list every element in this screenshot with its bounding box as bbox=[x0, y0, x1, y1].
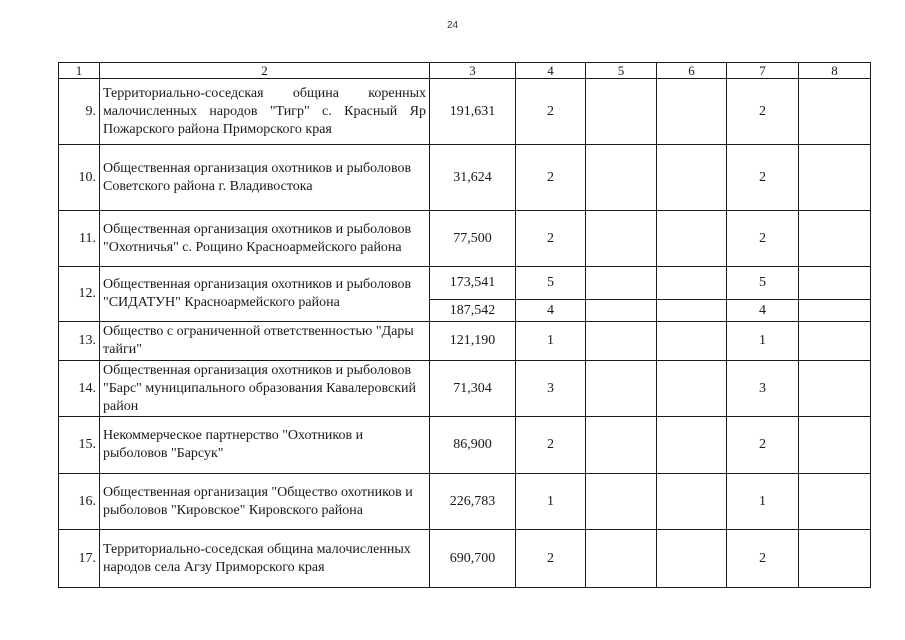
column-header: 3 bbox=[430, 63, 516, 79]
column-4-value: 5 bbox=[516, 267, 586, 300]
column-5-value bbox=[586, 530, 657, 588]
row-number: 13. bbox=[59, 322, 100, 361]
table-header-row bbox=[59, 63, 871, 79]
column-5-value bbox=[586, 417, 657, 474]
column-header: 8 bbox=[799, 63, 871, 79]
area-value: 187,542 bbox=[430, 300, 516, 322]
column-8-value bbox=[799, 300, 871, 322]
table-row bbox=[59, 267, 871, 300]
column-7-value: 1 bbox=[727, 322, 799, 361]
column-7-value: 2 bbox=[727, 530, 799, 588]
column-5-value bbox=[586, 300, 657, 322]
column-7-value: 4 bbox=[727, 300, 799, 322]
table-row bbox=[59, 211, 871, 267]
table-row bbox=[59, 417, 871, 474]
column-4-value: 2 bbox=[516, 530, 586, 588]
row-number: 12. bbox=[59, 267, 100, 322]
column-6-value bbox=[657, 361, 727, 417]
column-4-value: 2 bbox=[516, 211, 586, 267]
table-row bbox=[59, 79, 871, 145]
table-row bbox=[59, 474, 871, 530]
area-value: 86,900 bbox=[430, 417, 516, 474]
column-header: 1 bbox=[59, 63, 100, 79]
row-number: 14. bbox=[59, 361, 100, 417]
column-6-value bbox=[657, 417, 727, 474]
column-header: 2 bbox=[100, 63, 430, 79]
document-table bbox=[58, 62, 871, 588]
table-row bbox=[59, 145, 871, 211]
organization-name: Общественная организация охотников и рыболовов "Барс" муниципального образования Кавалеровский район bbox=[100, 361, 430, 417]
column-4-value: 4 bbox=[516, 300, 586, 322]
column-4-value: 1 bbox=[516, 322, 586, 361]
column-header: 4 bbox=[516, 63, 586, 79]
column-8-value bbox=[799, 417, 871, 474]
row-number: 15. bbox=[59, 417, 100, 474]
organization-name: Территориально-соседская община малочисленных народов села Агзу Приморского края bbox=[100, 530, 430, 588]
column-6-value bbox=[657, 530, 727, 588]
column-header: 7 bbox=[727, 63, 799, 79]
area-value: 77,500 bbox=[430, 211, 516, 267]
area-value: 191,631 bbox=[430, 79, 516, 145]
column-6-value bbox=[657, 145, 727, 211]
column-5-value bbox=[586, 211, 657, 267]
row-number: 11. bbox=[59, 211, 100, 267]
area-value: 31,624 bbox=[430, 145, 516, 211]
column-7-value: 2 bbox=[727, 417, 799, 474]
row-number: 10. bbox=[59, 145, 100, 211]
column-5-value bbox=[586, 322, 657, 361]
table-row bbox=[59, 530, 871, 588]
row-number: 9. bbox=[59, 79, 100, 145]
column-8-value bbox=[799, 145, 871, 211]
area-value: 71,304 bbox=[430, 361, 516, 417]
organization-name: Общественная организация "Общество охотников и рыболовов "Кировское" Кировского района bbox=[100, 474, 430, 530]
column-6-value bbox=[657, 300, 727, 322]
column-4-value: 2 bbox=[516, 79, 586, 145]
column-5-value bbox=[586, 79, 657, 145]
organization-name: Территориально-соседская община коренных малочисленных народов "Тигр" с. Красный Яр Пожарского района Приморского края bbox=[100, 79, 430, 145]
column-6-value bbox=[657, 474, 727, 530]
column-6-value bbox=[657, 79, 727, 145]
column-5-value bbox=[586, 267, 657, 300]
organization-name: Общественная организация охотников и рыболовов "СИДАТУН" Красноармейского района bbox=[100, 267, 430, 322]
area-value: 690,700 bbox=[430, 530, 516, 588]
column-4-value: 2 bbox=[516, 417, 586, 474]
organization-name: Общественная организация охотников и рыболовов Советского района г. Владивостока bbox=[100, 145, 430, 211]
table-row bbox=[59, 361, 871, 417]
row-number: 16. bbox=[59, 474, 100, 530]
table-row bbox=[59, 322, 871, 361]
column-6-value bbox=[657, 267, 727, 300]
column-7-value: 5 bbox=[727, 267, 799, 300]
column-5-value bbox=[586, 361, 657, 417]
column-7-value: 1 bbox=[727, 474, 799, 530]
column-7-value: 2 bbox=[727, 79, 799, 145]
column-8-value bbox=[799, 267, 871, 300]
column-header: 5 bbox=[586, 63, 657, 79]
area-value: 226,783 bbox=[430, 474, 516, 530]
column-8-value bbox=[799, 361, 871, 417]
column-8-value bbox=[799, 474, 871, 530]
area-value: 121,190 bbox=[430, 322, 516, 361]
column-7-value: 3 bbox=[727, 361, 799, 417]
column-5-value bbox=[586, 145, 657, 211]
column-6-value bbox=[657, 211, 727, 267]
column-7-value: 2 bbox=[727, 211, 799, 267]
column-8-value bbox=[799, 211, 871, 267]
page-number: 24 bbox=[446, 20, 459, 31]
organization-name: Общественная организация охотников и рыболовов "Охотничья" с. Рощино Красноармейского района bbox=[100, 211, 430, 267]
column-4-value: 2 bbox=[516, 145, 586, 211]
column-7-value: 2 bbox=[727, 145, 799, 211]
column-5-value bbox=[586, 474, 657, 530]
column-8-value bbox=[799, 79, 871, 145]
organization-name: Некоммерческое партнерство "Охотников и рыболовов "Барсук" bbox=[100, 417, 430, 474]
column-4-value: 1 bbox=[516, 474, 586, 530]
area-value: 173,541 bbox=[430, 267, 516, 300]
column-6-value bbox=[657, 322, 727, 361]
column-header: 6 bbox=[657, 63, 727, 79]
column-8-value bbox=[799, 530, 871, 588]
organization-name: Общество с ограниченной ответственностью "Дары тайги" bbox=[100, 322, 430, 361]
column-8-value bbox=[799, 322, 871, 361]
row-number: 17. bbox=[59, 530, 100, 588]
column-4-value: 3 bbox=[516, 361, 586, 417]
